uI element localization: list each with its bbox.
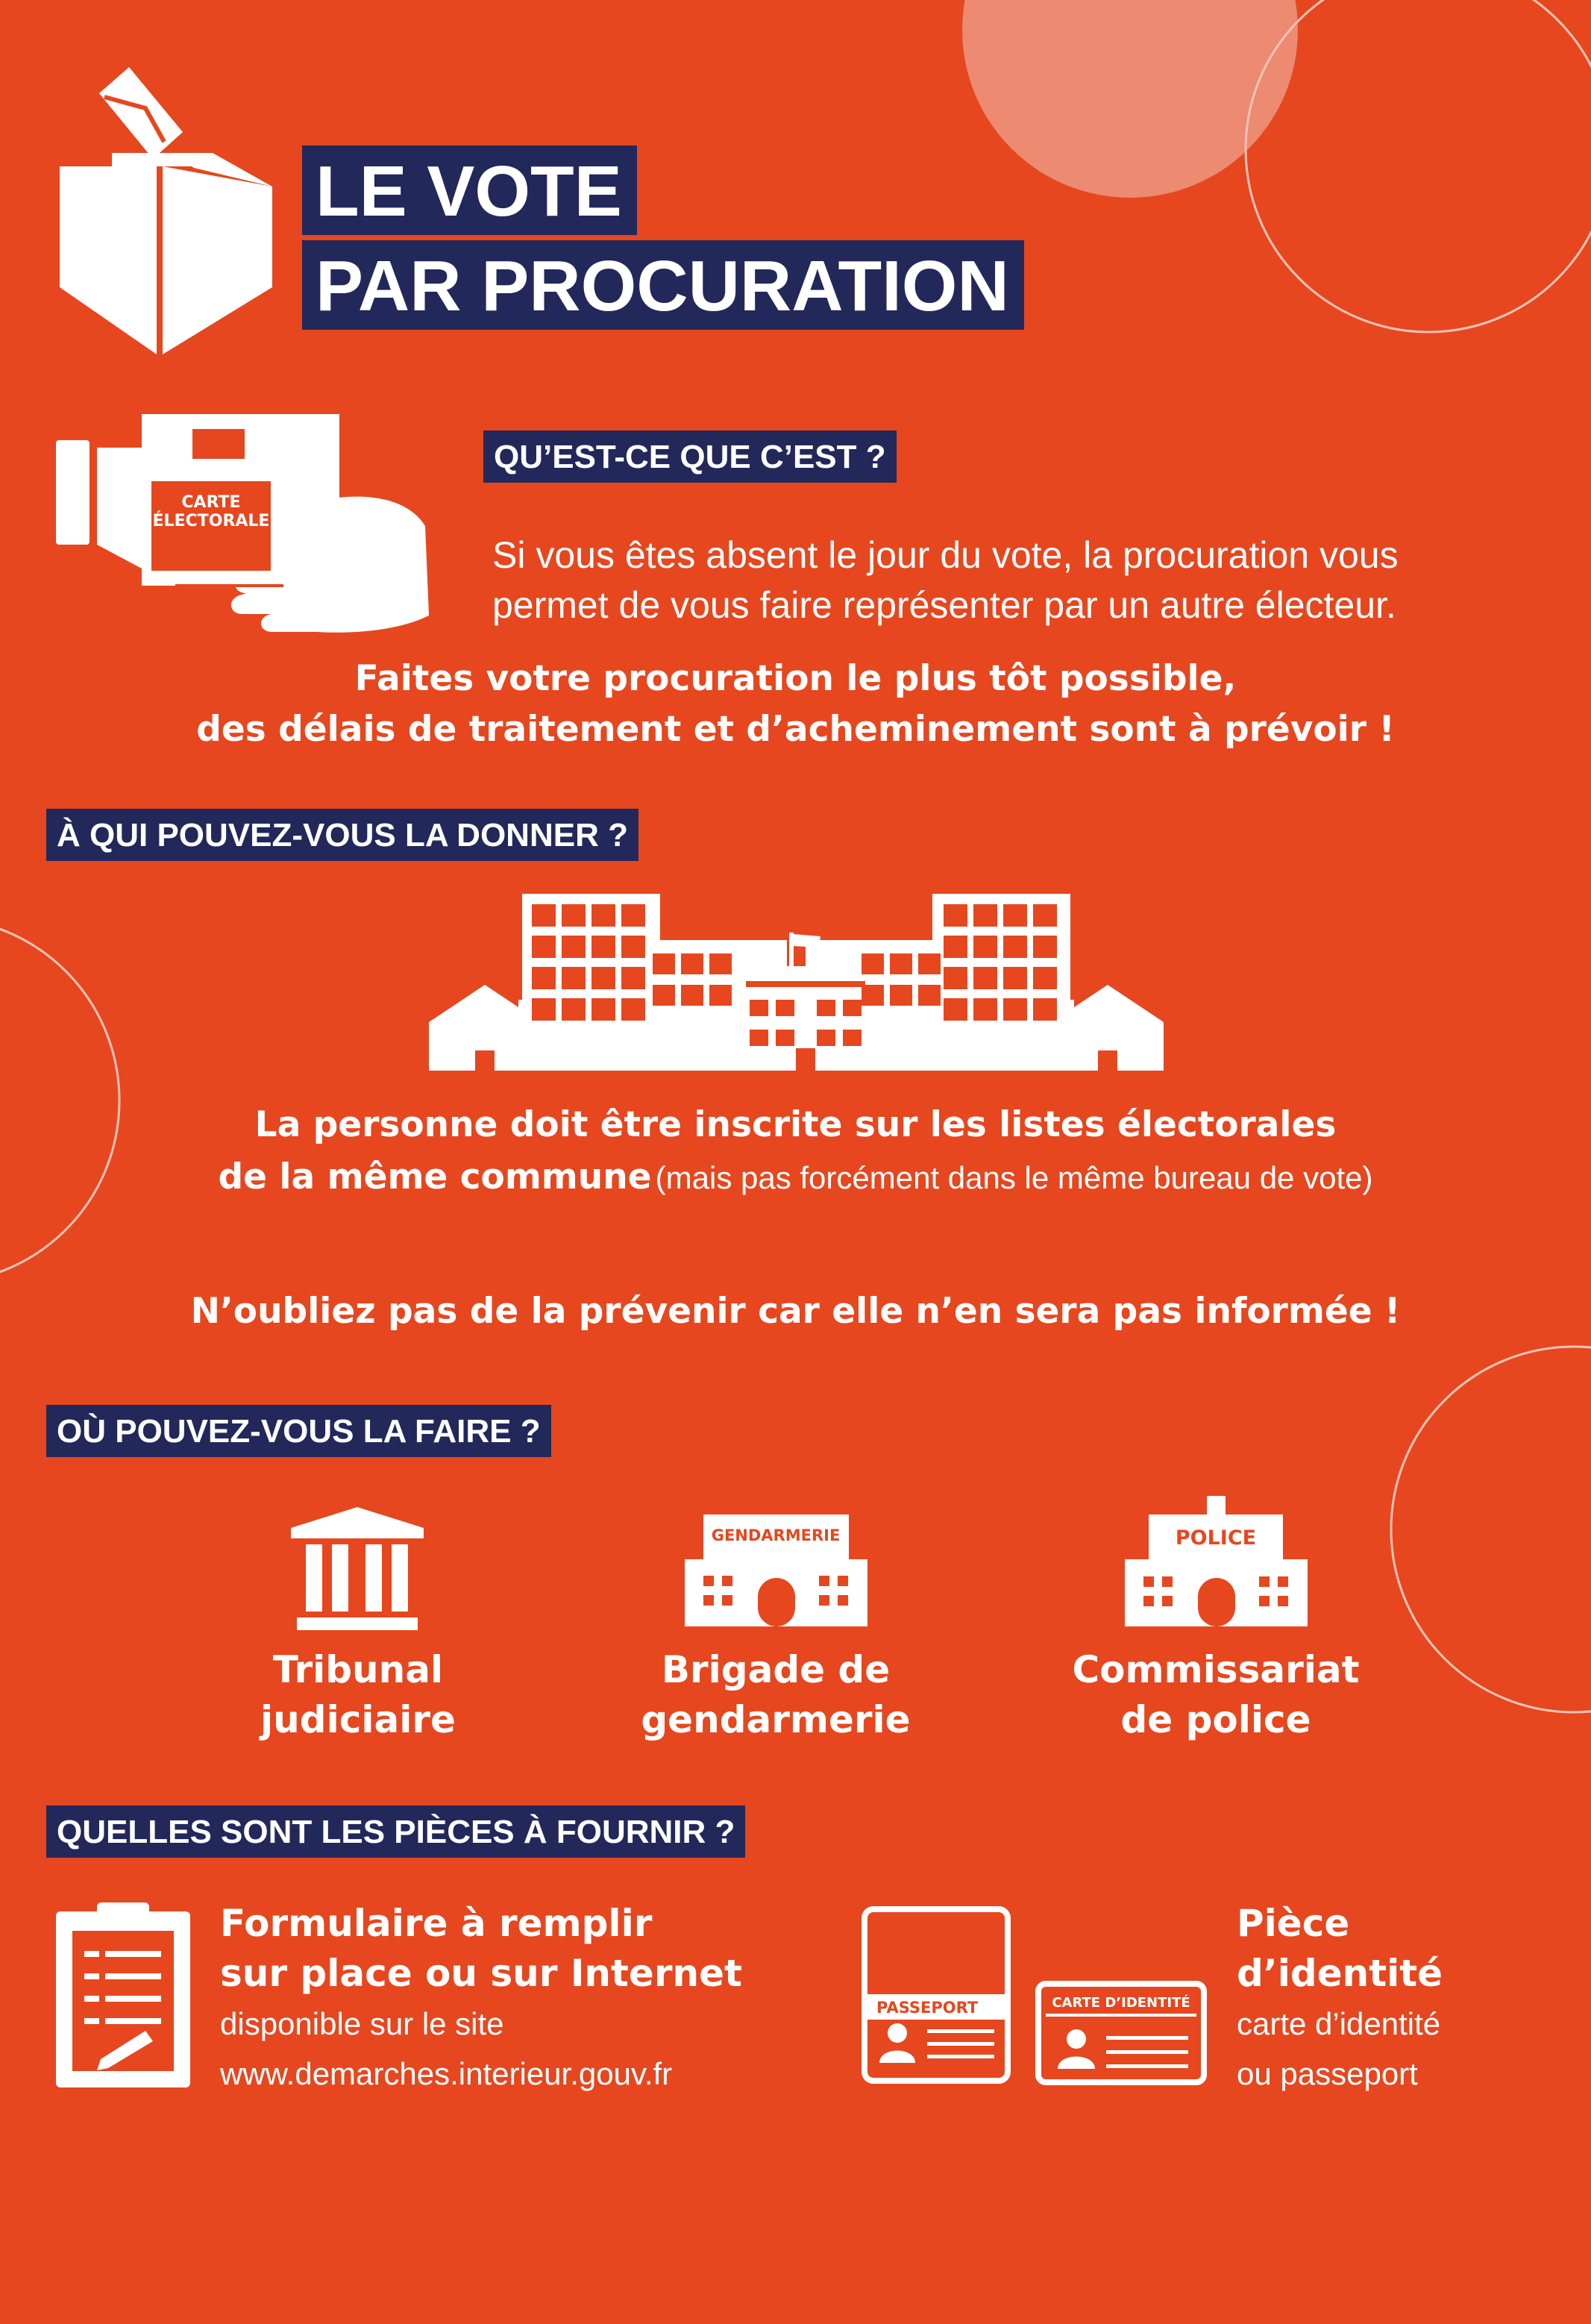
decor-circle-outline-right [1391, 1347, 1591, 1712]
form-title-line-1: Formulaire à remplir [220, 1902, 653, 1945]
gendarmerie-sign: GENDARMERIE [711, 1526, 841, 1544]
heading-who-to-give: À QUI POUVEZ-VOUS LA DONNER ? [46, 809, 638, 861]
title-line-2: PAR PROCURATION [302, 240, 1024, 330]
definition-line-2: permet de vous faire représenter par un autre électeur. [492, 584, 1396, 626]
police-station-icon [1125, 1496, 1308, 1626]
place-gendarmerie-line-2: gendarmerie [641, 1698, 911, 1741]
place-tribunal-line-1: Tribunal [272, 1648, 444, 1691]
definition-line-1: Si vous êtes absent le jour du vote, la procuration vous [492, 534, 1399, 576]
place-gendarmerie-label [612, 1645, 940, 1745]
id-card-label: CARTE D’IDENTITÉ [1052, 1995, 1190, 2011]
early-procuration-line-2: des délais de traitement et d’acheminement sont à prévoir ! [196, 709, 1395, 750]
passport-icon [862, 1906, 1011, 2084]
place-gendarmerie-line-1: Brigade de [661, 1648, 891, 1691]
card-text-line-2: ÉLECTORALE [152, 512, 270, 530]
form-description [220, 1899, 742, 2099]
place-tribunal-line-2: judiciaire [260, 1698, 456, 1741]
identity-title-line-2: d’identité [1237, 1952, 1443, 1995]
identity-title-line-1: Pièce [1237, 1902, 1350, 1945]
place-police-label [1044, 1645, 1387, 1745]
registration-requirement-line-2 [0, 1156, 1591, 1197]
registration-requirement-line-1: La personne doit être inscrite sur les listes électorales [254, 1104, 1337, 1145]
courthouse-icon [291, 1507, 424, 1630]
place-tribunal-label [209, 1645, 507, 1745]
identity-option-2: ou passeport [1237, 2056, 1418, 2091]
place-police-line-1: Commissariat [1072, 1648, 1360, 1691]
heading-documents-required: QUELLES SONT LES PIÈCES À FOURNIR ? [46, 1805, 745, 1858]
identity-description [1237, 1899, 1443, 2099]
early-procuration-line-1: Faites votre procuration le plus tôt possible, [354, 658, 1237, 699]
decor-circle-outline-left [0, 918, 119, 1283]
form-title-line-2: sur place ou sur Internet [220, 1952, 742, 1995]
decor-circle-outline-top [1246, 0, 1591, 332]
identity-option-1: carte d’identité [1237, 2006, 1441, 2041]
polling-station-note: (mais pas forcément dans le même bureau de vote) [655, 1160, 1373, 1195]
form-website-link: www.demarches.interieur.gouv.fr [220, 2056, 673, 2091]
police-sign: POLICE [1175, 1526, 1257, 1550]
hands-voter-card-icon [56, 414, 436, 653]
same-commune-text: de la même commune [218, 1156, 652, 1197]
clipboard-form-icon [56, 1902, 190, 2087]
heading-where-to-do: OÙ POUVEZ-VOUS LA FAIRE ? [46, 1405, 551, 1457]
card-text-line-1: CARTE [181, 493, 241, 512]
place-police-line-2: de police [1120, 1698, 1311, 1741]
ballot-box-icon [52, 63, 276, 358]
town-hall-icon [429, 888, 1164, 1074]
passport-label: PASSEPORT [876, 1999, 979, 2017]
inform-reminder: N’oubliez pas de la prévenir car elle n’en sera pas informée ! [190, 1291, 1401, 1332]
id-card-icon [1035, 1981, 1207, 2085]
heading-what-is-it: QU’EST-CE QUE C’EST ? [483, 430, 897, 483]
title-line-1: LE VOTE [302, 145, 637, 235]
gendarmerie-icon [685, 1515, 867, 1626]
form-availability: disponible sur le site [220, 2006, 504, 2041]
